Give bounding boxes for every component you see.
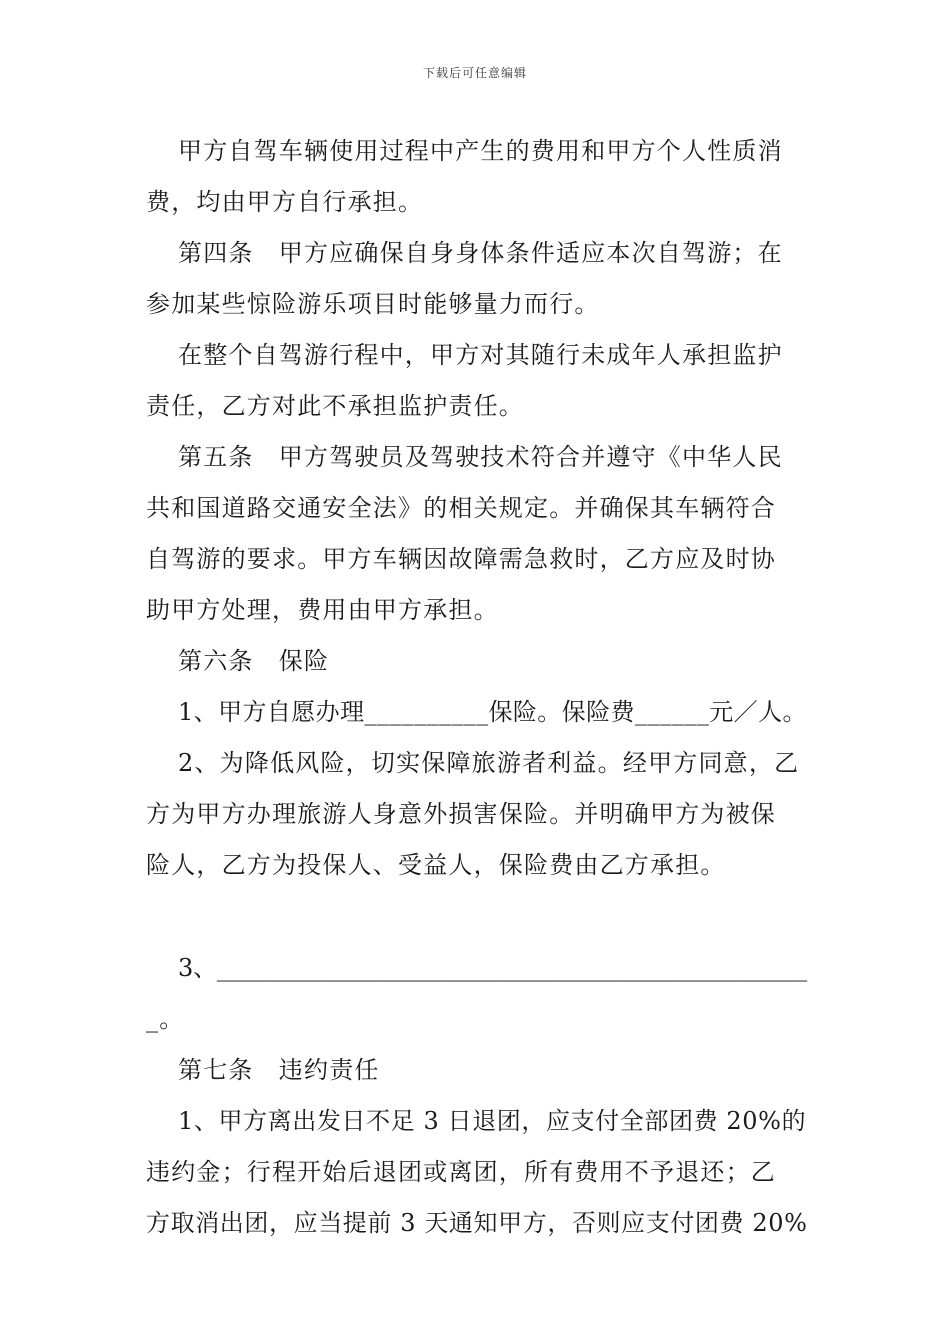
paragraph-line: 助甲方处理，费用由甲方承担。 [146, 596, 499, 624]
blank-gap [146, 891, 811, 943]
paragraph-line: 方取消出团，应当提前 3 天通知甲方，否则应支付团费 20% [146, 1209, 808, 1237]
insurance-item-3: 3、__________________________________________________ [178, 954, 807, 982]
paragraph-line: 费，均由甲方自行承担。 [146, 188, 424, 216]
paragraph-line: 险人，乙方为投保人、受益人，保险费由乙方承担。 [146, 851, 726, 879]
article-5-heading-line: 第五条 甲方驾驶员及驾驶技术符合并遵守《中华人民 [178, 443, 783, 471]
paragraph-line: 甲方自驾车辆使用过程中产生的费用和甲方个人性质消 [178, 137, 783, 165]
insurance-item-2: 2、为降低风险，切实保障旅游者利益。经甲方同意，乙 [178, 749, 800, 777]
paragraph-line: 责任，乙方对此不承担监护责任。 [146, 392, 524, 420]
paragraph-line: 违约金；行程开始后退团或离团，所有费用不予退还；乙 [146, 1158, 776, 1186]
paragraph-line: 在整个自驾游行程中，甲方对其随行未成年人承担监护 [178, 341, 783, 369]
article-4-heading-line: 第四条 甲方应确保自身身体条件适应本次自驾游；在 [178, 239, 783, 267]
paragraph-line: 共和国道路交通安全法》的相关规定。并确保其车辆符合 [146, 494, 776, 522]
liability-item-1: 1、甲方离出发日不足 3 日退团，应支付全部团费 20%的 [178, 1107, 807, 1135]
paragraph-line: 方为甲方办理旅游人身意外损害保险。并明确甲方为被保 [146, 800, 776, 828]
article-6-heading: 第六条 保险 [178, 647, 330, 675]
paragraph-line: _。 [146, 1005, 185, 1033]
paragraph-line: 自驾游的要求。甲方车辆因故障需急救时，乙方应及时协 [146, 545, 776, 573]
document-body [146, 126, 811, 1249]
header-note: 下载后可任意编辑 [422, 66, 527, 80]
article-7-heading: 第七条 违约责任 [178, 1056, 380, 1084]
insurance-item-1: 1、甲方自愿办理__________保险。保险费______元／人。 [178, 698, 807, 726]
paragraph-line: 参加某些惊险游乐项目时能够量力而行。 [146, 290, 600, 318]
